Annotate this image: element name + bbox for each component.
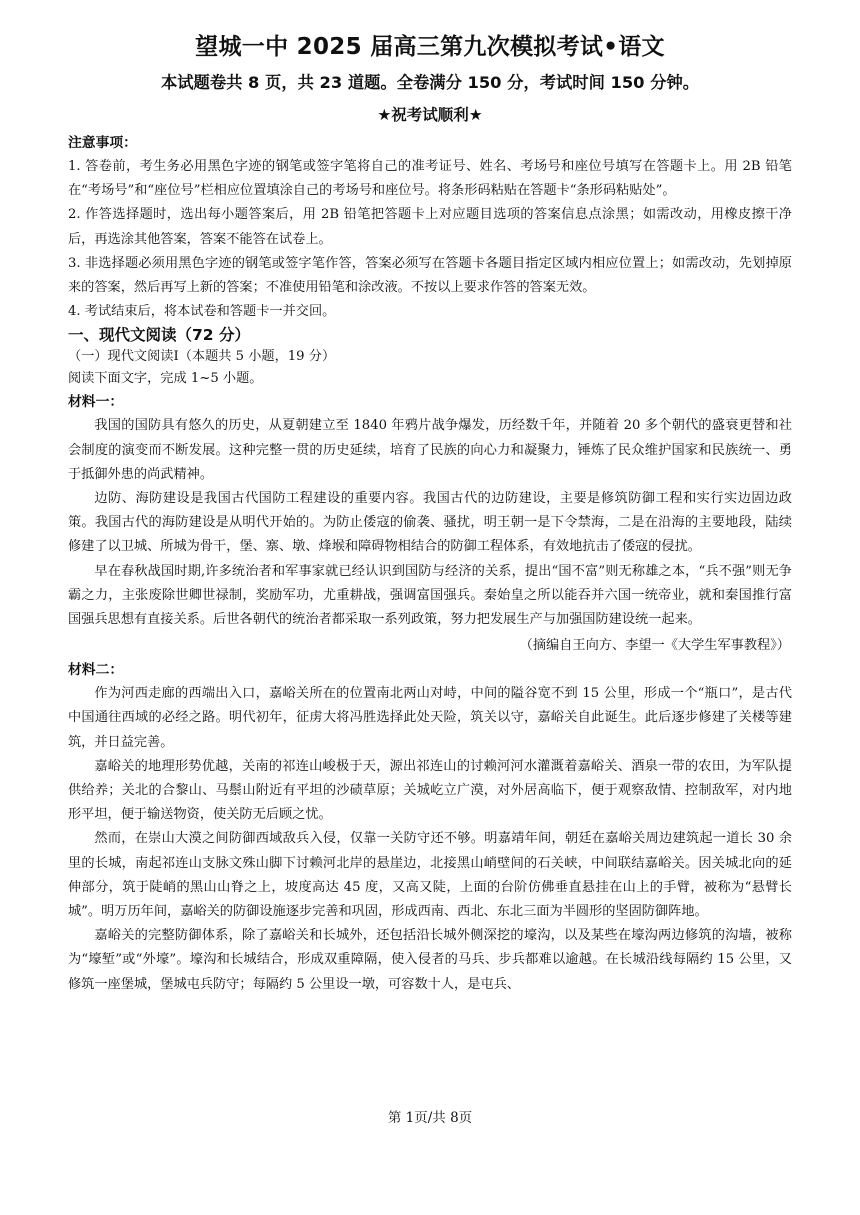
note-item-1: 1. 答卷前，考生务必用黑色字迹的钢笔或签字笔将自己的准考证号、姓名、考场号和座位号填写在答题卡上。用 2B 铅笔在“考场号”和“座位号”栏相应位置填涂自己的考场号和座位号。将条形码粘贴在答题卡“条形码粘贴处”。 <box>68 159 792 199</box>
section-heading: 一、现代文阅读（72 分） <box>68 326 250 345</box>
note-item-2: 2. 作答选择题时，选出每小题答案后，用 2B 铅笔把答题卡上对应题目选项的答案信息点涂黑；如需改动，用橡皮擦干净后，再选涂其他答案，答案不能答在试卷上。 <box>68 207 792 247</box>
material-2-label: 材料二： <box>68 662 124 679</box>
material-1-label: 材料一： <box>68 394 124 411</box>
material-2-paragraph-1: 作为河西走廊的西端出入口，嘉峪关所在的位置南北两山对峙，中间的隘谷宽不到 15 公里，形成一个“瓶口”，是古代中国通往西域的必经之路。明代初年，征虏大将冯胜选择此处天险，筑关以守，嘉峪关自此诞生。此后逐步修建了关楼等建筑，并日益完善。 <box>68 686 792 750</box>
page-number: 第 1页/共 8页 <box>387 1110 473 1126</box>
material-2-paragraph-4: 嘉峪关的完整防御体系，除了嘉峪关和长城外，还包括沿长城外侧深挖的壕沟，以及某些在壕沟两边修筑的沟墙，被称为“壕堑”或“外壕”。壕沟和长城结合，形成双重障隔，使入侵者的马兵、步兵都难以逾越。在长城沿线每隔约 15 公里，又修筑一座堡城，堡城屯兵防守；每隔约 5 公里设一墩，可容数十人，是屯兵、 <box>68 928 792 992</box>
note-item-4: 4. 考试结束后，将本试卷和答题卡一并交回。 <box>68 304 336 320</box>
subsection-heading: （一）现代文阅读Ⅰ（本题共 5 小题，19 分） <box>68 349 336 365</box>
material-1-paragraph-2: 边防、海防建设是我国古代国防工程建设的重要内容。我国古代的边防建设，主要是修筑防御工程和实行实边固边政策。我国古代的海防建设是从明代开始的。为防止倭寇的偷袭、骚扰，明王朝一是下令禁海，二是在沿海的主要地段，陆续修建了以卫城、所城为骨干，堡、寨、墩、烽堠和障碍物相结合的防御工程体系，有效地抗击了倭寇的侵扰。 <box>68 491 792 555</box>
material-2-paragraph-2: 嘉峪关的地理形势优越，关南的祁连山峻极于天，源出祁连山的讨赖河河水灌溉着嘉峪关、酒泉一带的农田，为军队提供给养；关北的合黎山、马鬃山附近有平坦的沙碛草原；关城屹立广漠，对外居高临下，便于观察敌情、控制敌军，对内地形平坦，便于输送物资，使关防无后顾之忧。 <box>68 758 792 823</box>
reading-instruction: 阅读下面文字，完成 1~5 小题。 <box>68 371 263 387</box>
exam-subtitle: 本试题卷共 8 页，共 23 道题。全卷满分 150 分，考试时间 150 分钟。 <box>160 73 700 92</box>
material-1-paragraph-1: 我国的国防具有悠久的历史，从夏朝建立至 1840 年鸦片战争爆发，历经数千年，并随着 20 多个朝代的盛衰更替和社会制度的演变而不断发展。这种完整一贯的历史延续，培育了民族的向心力和凝聚力，锤炼了民众维护国家和民族统一、勇于抵御外患的尚武精神。 <box>68 418 792 482</box>
exam-title: 望城一中 2025 届高三第九次模拟考试•语文 <box>195 34 665 60</box>
note-item-3: 3. 非选择题必须用黑色字迹的钢笔或签字笔作答，答案必须写在答题卡各题目指定区域内相应位置上；如需改动，先划掉原来的答案，然后再写上新的答案；不准使用铅笔和涂改液。不按以上要求作答的答案无效。 <box>68 255 792 296</box>
exam-page <box>68 32 792 997</box>
notes-heading: 注意事项： <box>68 135 137 151</box>
material-1-paragraph-3: 早在春秋战国时期,许多统治者和军事家就已经认识到国防与经济的关系，提出“国不富”则无称雄之本，“兵不强”则无争霸之力，主张废除世卿世禄制，奖励军功，尤重耕战，强调富国强兵。秦始皇之所以能吞并六国一统帝业，就和秦国推行富国强兵思想有直接关系。后世各朝代的统治者都采取一系列政策，努力把发展生产与加强国防建设统一起来。 <box>68 563 792 628</box>
material-2-paragraph-3: 然而，在崇山大漠之间防御西域敌兵入侵，仅靠一关防守还不够。明嘉靖年间，朝廷在嘉峪关周边建筑起一道长 30 余里的长城，南起祁连山支脉文殊山脚下讨赖河北岸的悬崖边，北接黑山峭壁间的石关峡，中间联结嘉峪关。因关城北向的延伸部分，筑于陡峭的黑山山脊之上，坡度高达 45 度，又高又陡，上面的台阶仿佛垂直悬挂在山上的手臂，被称为“悬臂长城”。明万历年间，嘉峪关的防御设施逐步完善和巩固，形成西南、西北、东北三面为半圆形的坚固防御阵地。 <box>68 831 792 920</box>
material-1-source: （摘编自王向方、李望一《大学生军事教程》） <box>519 638 790 654</box>
good-luck-banner: ★祝考试顺利★ <box>377 106 483 124</box>
